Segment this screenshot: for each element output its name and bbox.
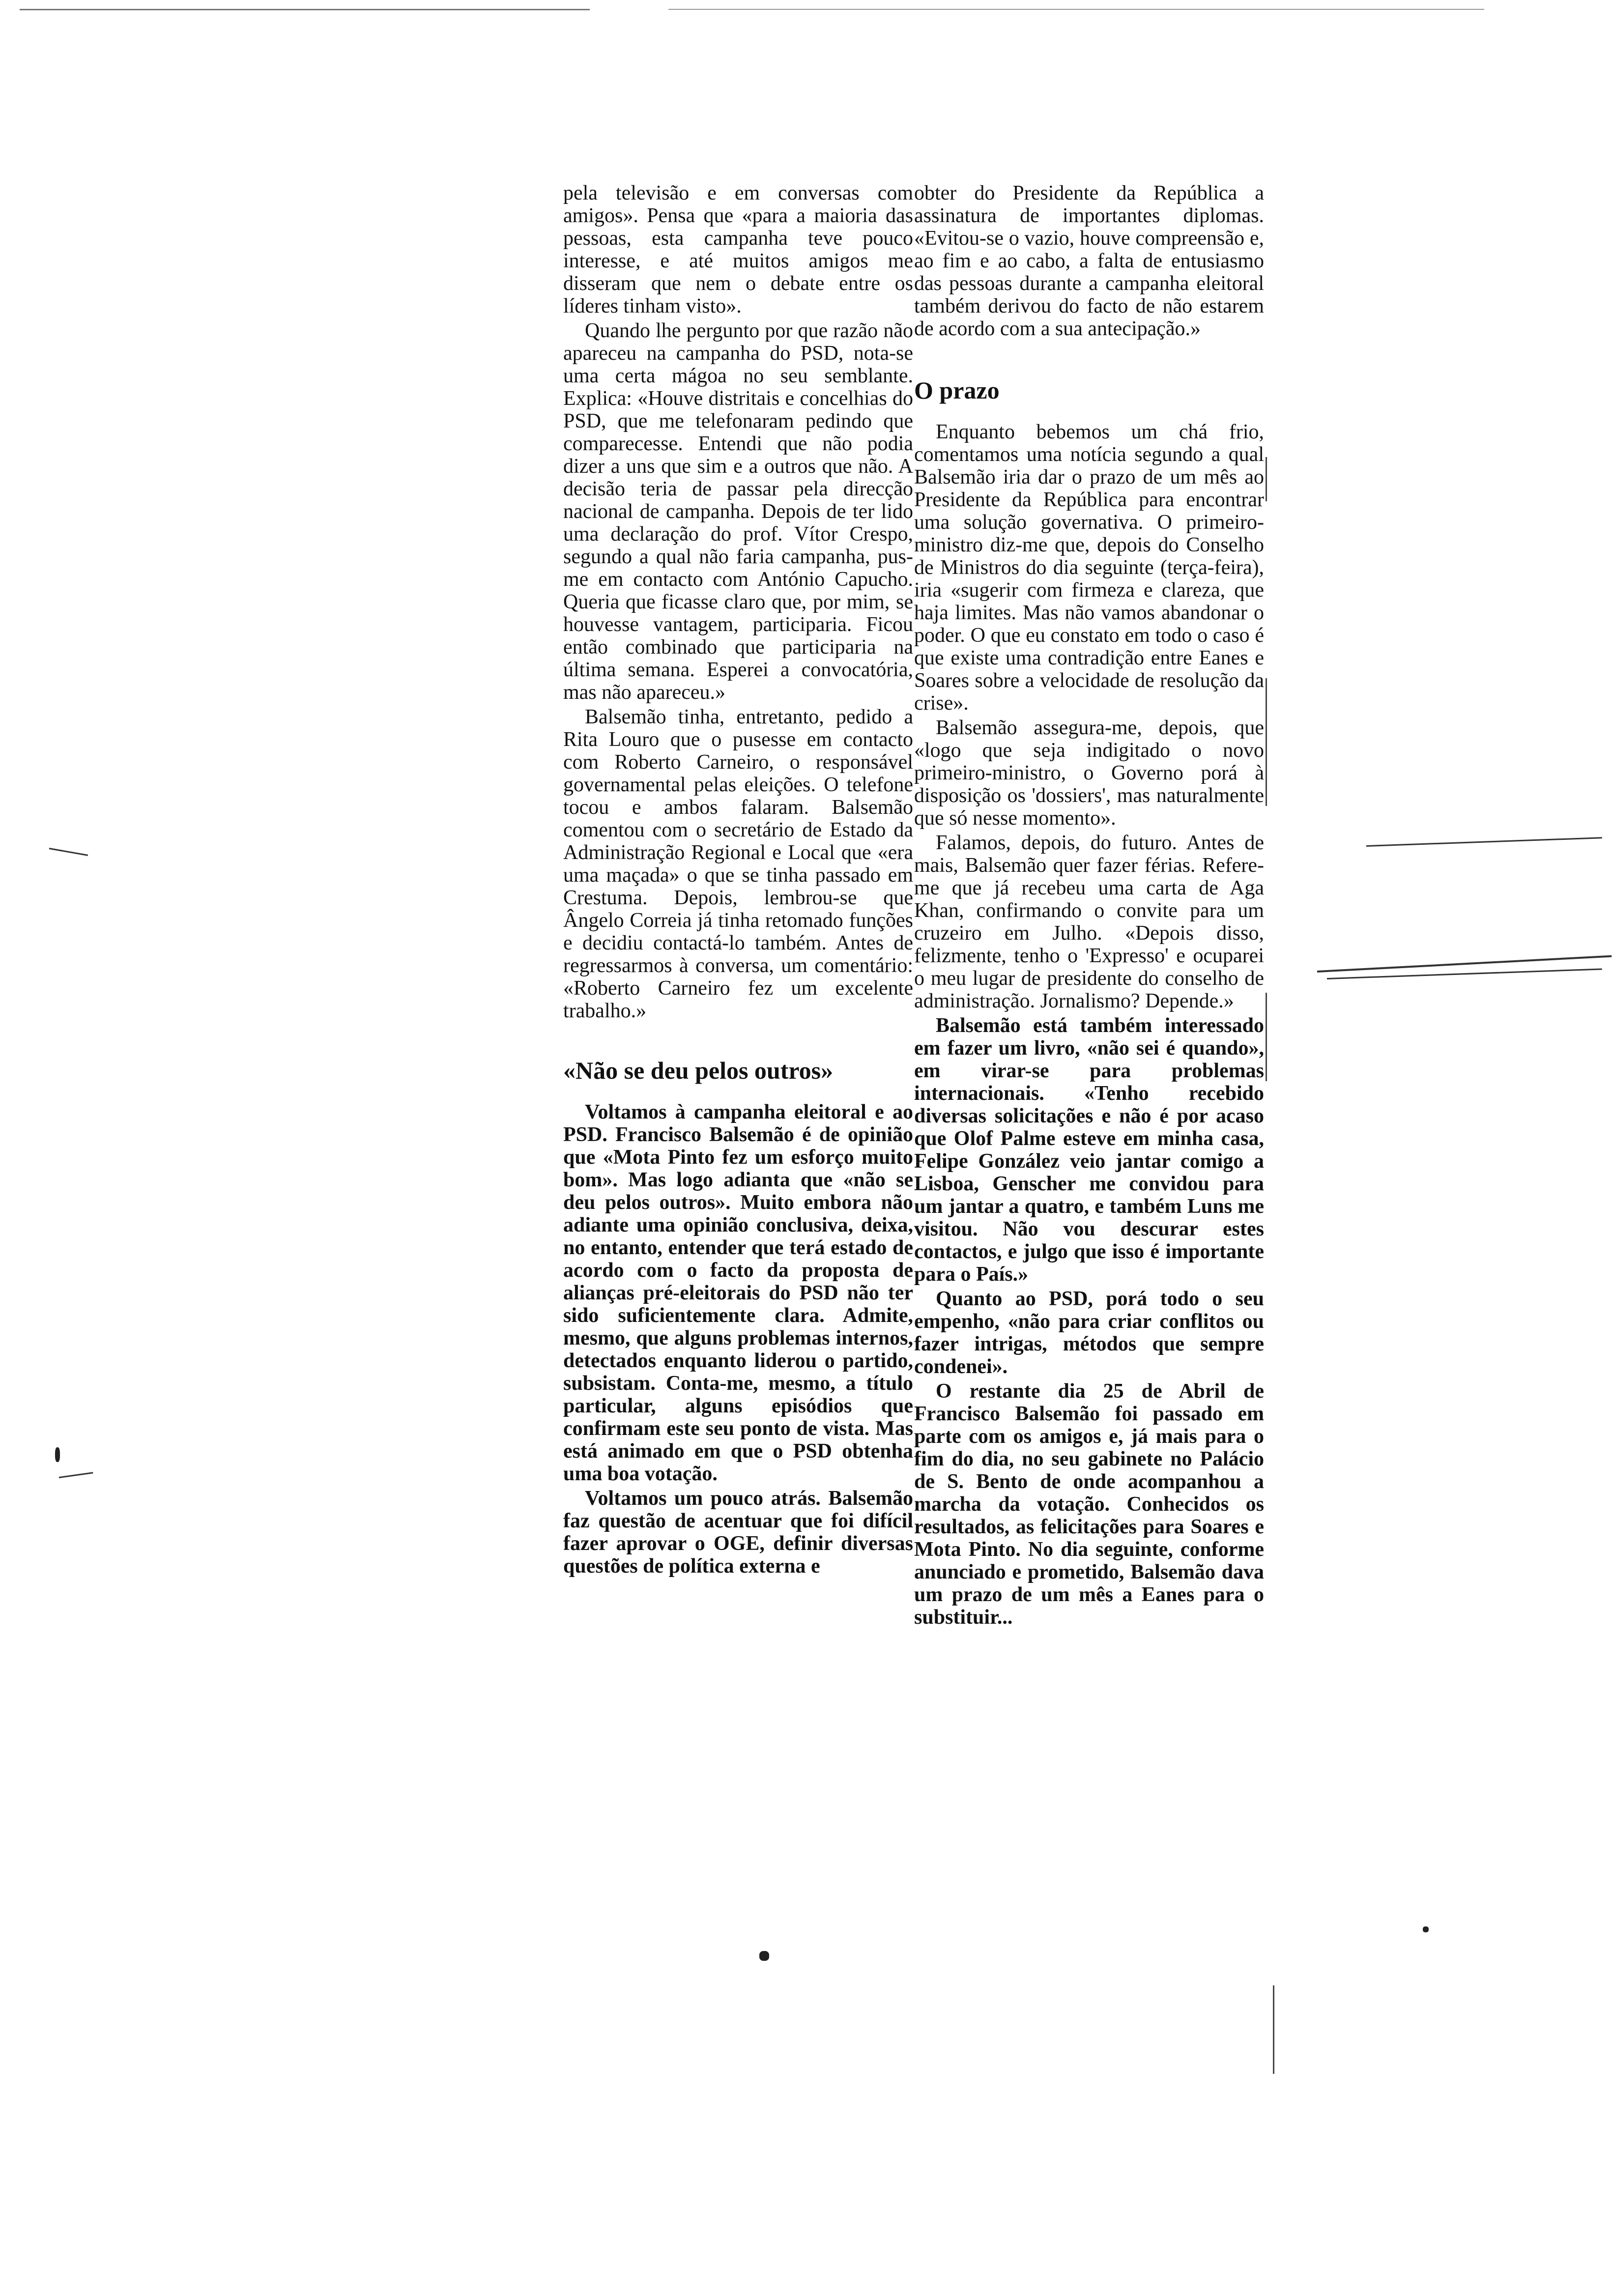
scan-scribble [59, 1472, 93, 1478]
section-subhead: «Não se deu pelos outros» [563, 1057, 834, 1084]
scan-dot [1423, 1926, 1429, 1932]
scan-scribble [49, 848, 88, 856]
scan-dot [55, 1447, 60, 1462]
section-subhead: O prazo [914, 376, 1000, 404]
article-paragraph: pela televisão e em conversas com amigos». Pensa que «para a maioria das pessoas, esta campanha teve pouco interesse, e até muitos amigos me disseram que nem o debate entre os líderes tinham visto». [563, 182, 913, 317]
scan-scribble [1327, 968, 1602, 979]
article-column-left [563, 182, 913, 1578]
margin-mark [1273, 1985, 1274, 2074]
article-paragraph: Enquanto bebemos um chá frio, comentamos uma notícia segundo a qual Balsemão iria dar o prazo de um mês ao Presidente da República para encontrar uma solução governativa. O primeiro-ministro diz-me que, depois do Conselho de Ministros do dia seguinte (terça-feira), iria «sugerir com firmeza e clareza, que haja limites. Mas não vamos abandonar o poder. O que eu constato em todo o caso é que existe uma contradição entre Eanes e Soares sobre a velocidade de resolução da crise». [914, 421, 1264, 715]
scan-top-rule [20, 9, 590, 10]
margin-mark [1266, 457, 1267, 501]
article-paragraph: Balsemão tinha, entretanto, pedido a Rita Louro que o pusesse em contacto com Roberto Carneiro, o responsável governamental pelas eleições. O telefone tocou e ambos falaram. Balsemão comentou com o secretário de Estado da Administração Regional e Local que «era uma maçada» o que se tinha passado em Crestuma. Depois, lembrou-se que Ângelo Correia já tinha retomado funções e decidiu contactá-lo também. Antes de regressarmos à conversa, um comentário: «Roberto Carneiro fez um excelente trabalho.» [563, 706, 913, 1022]
margin-mark [1266, 993, 1267, 1081]
article-paragraph: Voltamos à campanha eleitoral e ao PSD. Francisco Balsemão é de opinião que «Mota Pinto fez um esforço muito bom». Mas logo adianta que «não se deu pelos outros». Muito embora não adiante uma opinião conclusiva, deixa, no entanto, entender que terá estado de acordo com o facto da proposta de alianças pré-eleitorais do PSD não ter sido suficientemente clara. Admite, mesmo, que alguns problemas internos, detectados enquanto liderou o partido, subsistam. Conta-me, mesmo, a título particular, alguns episódios que confirmam este seu ponto de vista. Mas está animado em que o PSD obtenha uma boa votação. [563, 1101, 913, 1485]
margin-mark [1266, 678, 1267, 806]
scan-top-rule [668, 9, 1484, 10]
scan-scribble [1366, 837, 1602, 847]
article-paragraph: obter do Presidente da República a assinatura de importantes diplomas. «Evitou-se o vazio, houve compreensão e, ao fim e ao cabo, a falta de entusiasmo das pessoas durante a campanha eleitoral também derivou do facto de não estarem de acordo com a sua antecipação.» [914, 182, 1264, 340]
article-paragraph: Balsemão assegura-me, depois, que «logo que seja indigitado o novo primeiro-ministro, o Governo porá à disposição os 'dossiers', mas naturalmente que só nesse momento». [914, 717, 1264, 830]
article-paragraph: Voltamos um pouco atrás. Balsemão faz questão de acentuar que foi difícil fazer aprovar o OGE, definir diversas questões de política externa e [563, 1487, 913, 1578]
article-paragraph: Quando lhe pergunto por que razão não apareceu na campanha do PSD, nota-se uma certa mágoa no seu semblante. Explica: «Houve distritais e concelhias do PSD, que me telefonaram pedindo que comparecesse. Entendi que não podia dizer a uns que sim e a outros que não. A decisão teria de passar pela direcção nacional de campanha. Depois de ter lido uma declaração do prof. Vítor Crespo, segundo a qual não faria campanha, pus-me em contacto com António Capucho. Queria que ficasse claro que, por mim, se houvesse vantagem, participaria. Ficou então combinado que participaria na última semana. Esperei a convocatória, mas não apareceu.» [563, 319, 913, 704]
article-paragraph: Falamos, depois, do futuro. Antes de mais, Balsemão quer fazer férias. Refere-me que já recebeu uma carta de Aga Khan, confirmando o convite para um cruzeiro em Julho. «Depois disso, felizmente, tenho o 'Expresso' e ocuparei o meu lugar de presidente do conselho de administração. Jornalismo? Depende.» [914, 832, 1264, 1012]
article-paragraph: Balsemão está também interessado em fazer um livro, «não sei é quando», em virar-se para problemas internacionais. «Tenho recebido diversas solicitações e não é por acaso que Olof Palme esteve em minha casa, Felipe González veio jantar comigo a Lisboa, Genscher me convidou para um jantar a quatro, e também Luns me visitou. Não vou descurar estes contactos, e julgo que isso é importante para o País.» [914, 1014, 1264, 1286]
article-paragraph: Quanto ao PSD, porá todo o seu empenho, «não para criar conflitos ou fazer intrigas, métodos que sempre condenei». [914, 1288, 1264, 1378]
article-column-right [914, 182, 1264, 1629]
article-paragraph: O restante dia 25 de Abril de Francisco Balsemão foi passado em parte com os amigos e, já mais para o fim do dia, no seu gabinete no Palácio de S. Bento de onde acompanhou a marcha da votação. Conhecidos os resultados, as felicitações para Soares e Mota Pinto. No dia seguinte, conforme anunciado e prometido, Balsemão dava um prazo de um mês a Eanes para o substituir... [914, 1380, 1264, 1629]
scan-dot [759, 1951, 769, 1961]
